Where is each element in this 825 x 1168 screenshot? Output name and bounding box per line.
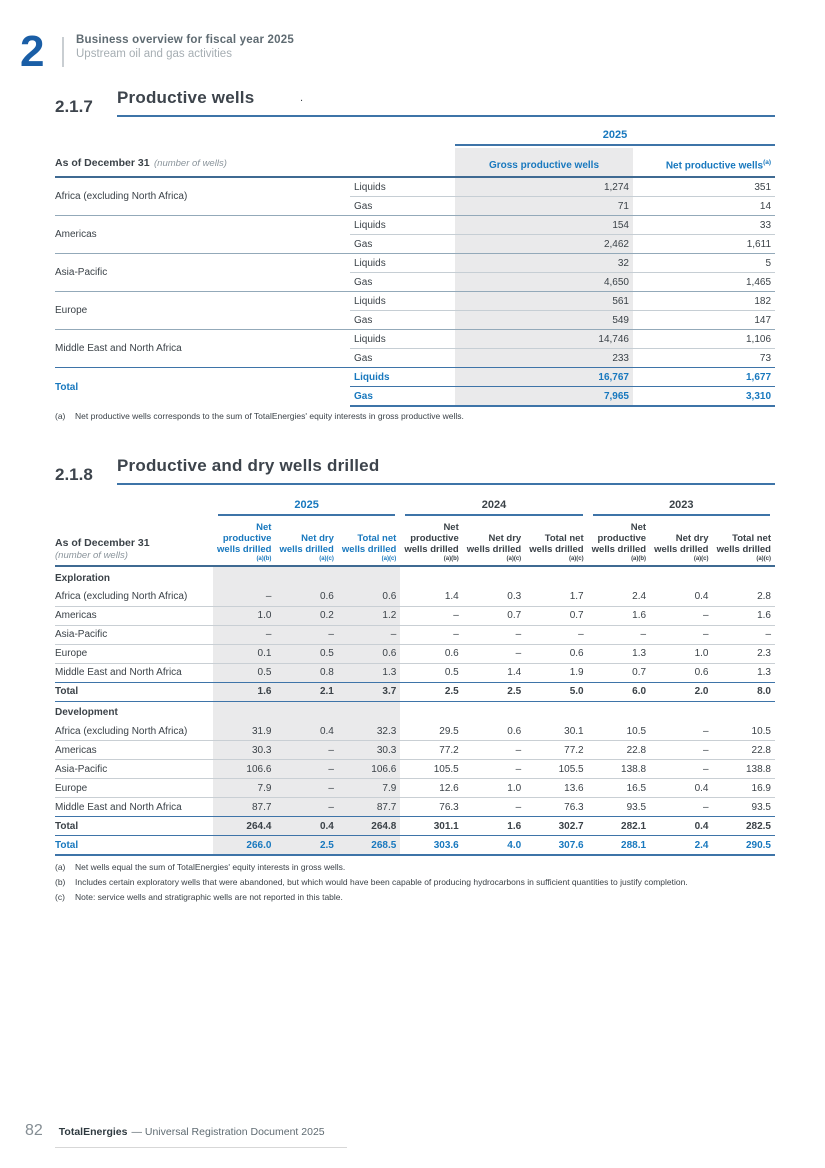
value-cell: 32.3 <box>338 722 400 741</box>
region-cell: Europe <box>55 779 213 798</box>
col-header-net-productive: Net productive wells drilled (a)(b) <box>400 518 462 566</box>
value-cell: 4.0 <box>463 836 525 856</box>
footnote-ref: (a) <box>763 158 772 166</box>
value-cell: 30.3 <box>213 741 275 760</box>
value-cell: – <box>588 625 650 644</box>
region-cell: Africa (excluding North Africa) <box>55 591 188 602</box>
value-cell: 302.7 <box>525 817 587 836</box>
value-cell: 0.6 <box>525 644 587 663</box>
region-cell: Europe <box>55 292 350 330</box>
value-cell: 6.0 <box>588 682 650 701</box>
value-cell: 5.0 <box>525 682 587 701</box>
value-cell: 3.7 <box>338 682 400 701</box>
value-cell: 22.8 <box>588 741 650 760</box>
value-cell: 0.6 <box>507 725 522 737</box>
footer-doc-title: — Universal Registration Document 2025 <box>131 1126 325 1138</box>
type-cell: Gas <box>350 235 455 254</box>
total-label-cell: Total <box>55 817 213 836</box>
section-row <box>55 701 775 722</box>
gross-cell: 233 <box>455 349 633 368</box>
chapter-number: 2 <box>20 27 45 76</box>
value-cell: 16.9 <box>713 779 776 798</box>
total-row <box>55 682 775 701</box>
net-cell: 182 <box>633 292 775 311</box>
value-cell: 282.5 <box>713 817 776 836</box>
region-cell: Middle East and North Africa <box>55 663 213 682</box>
value-cell: – <box>650 798 712 817</box>
value-cell: 0.4 <box>650 779 712 798</box>
value-cell: 2.5 <box>275 836 337 856</box>
value-cell: 1.0 <box>650 644 712 663</box>
table1-footnote: (a) Net productive wells corresponds to the sum of TotalEnergies' equity interests in gross productive wells. <box>55 411 464 421</box>
col-header-net-productive: Net productive wells drilled (a)(b) <box>213 518 275 566</box>
table-row <box>55 216 775 235</box>
value-cell: 31.9 <box>213 722 275 741</box>
header-divider <box>62 37 64 67</box>
value-cell: 76.3 <box>400 798 462 817</box>
row-header: As of December 31 <box>55 537 150 549</box>
footer-rule <box>55 1147 347 1148</box>
region-cell: Asia-Pacific <box>55 254 350 292</box>
value-cell: 106.6 <box>213 760 275 779</box>
gross-cell: 1,274 <box>455 177 633 197</box>
value-cell: 0.7 <box>525 606 587 625</box>
value-cell: – <box>713 625 776 644</box>
region-cell: Middle East and North Africa <box>55 798 213 817</box>
footnote-ref: (a)(c) <box>693 556 709 562</box>
value-cell: 30.3 <box>338 741 400 760</box>
total-label-cell: Total <box>55 836 213 856</box>
gross-cell: 561 <box>455 292 633 311</box>
region-cell: Asia-Pacific <box>55 625 213 644</box>
productive-wells-table <box>55 129 775 407</box>
value-cell: 87.7 <box>213 798 275 817</box>
type-cell: Liquids <box>350 292 455 311</box>
value-cell: 16.5 <box>588 779 650 798</box>
value-cell: 2.5 <box>463 682 525 701</box>
type-cell: Gas <box>350 197 455 216</box>
gross-cell: 7,965 <box>455 387 633 407</box>
value-cell: 93.5 <box>588 798 650 817</box>
col-header-net-dry: Net dry wells drilled (a)(c) <box>463 518 525 566</box>
table-row <box>55 779 775 798</box>
value-cell: 0.6 <box>400 644 462 663</box>
value-cell: 1.6 <box>213 682 275 701</box>
value-cell: 0.6 <box>650 663 712 682</box>
value-cell: 1.2 <box>338 606 400 625</box>
value-cell: 307.6 <box>525 836 587 856</box>
value-cell: 0.7 <box>463 606 525 625</box>
value-cell: 1.6 <box>463 817 525 836</box>
value-cell: 0.4 <box>275 722 337 741</box>
value-cell: 1.6 <box>713 606 776 625</box>
section-title: Productive and dry wells drilled <box>117 456 380 475</box>
value-cell: – <box>400 606 462 625</box>
net-cell: 14 <box>633 197 775 216</box>
section-label: Exploration <box>55 572 111 584</box>
header-titles <box>76 34 294 60</box>
table-row <box>55 177 775 197</box>
total-label-cell: Total <box>55 682 213 701</box>
region-cell: Europe <box>55 644 213 663</box>
net-wells-column-header: Net productive wells$^{(a)}$ <box>633 148 775 177</box>
section-label: Development <box>55 707 118 718</box>
value-cell: 1.7 <box>569 591 584 602</box>
value-cell: 2.5 <box>400 682 462 701</box>
type-cell: Gas <box>350 349 455 368</box>
table-row <box>55 644 775 663</box>
value-cell: 87.7 <box>338 798 400 817</box>
value-cell: 2.4 <box>632 591 647 602</box>
table-row <box>55 722 775 741</box>
region-cell: Americas <box>55 741 213 760</box>
footnote-ref: (a)(c) <box>319 556 334 562</box>
value-cell: 106.6 <box>338 760 400 779</box>
type-cell: Gas <box>350 311 455 330</box>
value-cell: 0.4 <box>694 591 709 602</box>
total-row <box>55 368 775 387</box>
net-cell: 1,611 <box>633 235 775 254</box>
value-cell: – <box>650 741 712 760</box>
footnote-ref: (a)(c) <box>381 556 397 562</box>
value-cell: – <box>213 588 275 607</box>
value-cell: 0.6 <box>338 588 400 607</box>
type-cell: Gas <box>350 273 455 292</box>
value-cell: – <box>275 779 337 798</box>
gross-cell: 16,767 <box>455 368 633 387</box>
value-cell: – <box>338 625 400 644</box>
value-cell: 0.6 <box>275 588 337 607</box>
value-cell: 77.2 <box>400 741 462 760</box>
value-cell: 0.5 <box>400 663 462 682</box>
value-cell: 0.8 <box>275 663 337 682</box>
footnote-ref: (a)(b) <box>631 556 647 562</box>
value-cell: 264.8 <box>338 817 400 836</box>
footnote-a: (a) Net wells equal the sum of TotalEnergies' equity interests in gross wells. <box>55 862 346 872</box>
value-cell: 266.0 <box>213 836 275 856</box>
table-row <box>55 588 775 607</box>
value-cell: 303.6 <box>400 836 462 856</box>
gross-wells-column-header: Gross productive wells <box>455 148 633 177</box>
value-cell: 76.3 <box>525 798 587 817</box>
value-cell: 0.4 <box>275 817 337 836</box>
value-cell: – <box>400 625 462 644</box>
col-header-total-net: Total net wells drilled (a)(c) <box>713 518 776 566</box>
value-cell: 0.4 <box>650 817 712 836</box>
chapter-title: Business overview for fiscal year 2025 <box>76 34 294 46</box>
table-row <box>55 606 775 625</box>
value-cell: 105.5 <box>400 760 462 779</box>
value-cell: – <box>463 644 525 663</box>
value-cell: 301.1 <box>400 817 462 836</box>
value-cell: 0.5 <box>275 644 337 663</box>
value-cell: – <box>463 625 525 644</box>
value-cell: 29.5 <box>439 725 459 737</box>
net-cell: 33 <box>633 216 775 235</box>
value-cell: – <box>463 741 525 760</box>
col-header-net-dry: Net dry wells drilled (a)(c) <box>650 518 712 566</box>
gross-cell: 14,746 <box>455 330 633 349</box>
year-2025-header: 2025 <box>455 129 775 146</box>
value-cell: 288.1 <box>588 836 650 856</box>
column-header-row <box>55 148 775 177</box>
value-cell: 264.4 <box>213 817 275 836</box>
table-row <box>55 760 775 779</box>
page-footer <box>25 1122 325 1140</box>
type-cell: Liquids <box>350 330 455 349</box>
section-title: Productive wells <box>117 88 255 107</box>
grand-total-row <box>55 836 775 856</box>
stray-dot: . <box>300 92 304 104</box>
value-cell: 2.8 <box>757 591 771 602</box>
value-cell: – <box>275 741 337 760</box>
net-cell: 351 <box>633 177 775 197</box>
value-cell: 2.0 <box>650 682 712 701</box>
table-row <box>55 663 775 682</box>
value-cell: 10.5 <box>751 725 771 737</box>
year-2023-header: 2023 <box>593 499 770 516</box>
value-cell: – <box>525 625 587 644</box>
row-header-note: (number of wells) <box>154 158 227 169</box>
col-header-total-net: Total net wells drilled (a)(c) <box>338 518 400 566</box>
value-cell: 268.5 <box>338 836 400 856</box>
value-cell: 13.6 <box>525 779 587 798</box>
col-header-total-net: Total net wells drilled (a)(c) <box>525 518 587 566</box>
footnote-ref: (a)(c) <box>506 556 522 562</box>
section-number: 2.1.8 <box>55 465 93 484</box>
value-cell: 0.5 <box>213 663 275 682</box>
type-cell: Liquids <box>350 177 455 197</box>
value-cell: – <box>275 625 337 644</box>
region-cell: Africa (excluding North Africa) <box>55 177 350 216</box>
net-cell: 1,677 <box>633 368 775 387</box>
total-row <box>55 817 775 836</box>
net-cell: 1,106 <box>633 330 775 349</box>
value-cell: – <box>650 606 712 625</box>
value-cell: 1.6 <box>588 606 650 625</box>
value-cell: – <box>275 798 337 817</box>
value-cell: 0.3 <box>507 591 522 602</box>
value-cell: 1.3 <box>338 663 400 682</box>
row-header: As of December 31 <box>55 157 150 169</box>
footer-brand: TotalEnergies <box>58 1126 128 1138</box>
table-row <box>55 741 775 760</box>
type-cell: Liquids <box>350 368 455 387</box>
value-cell: 1.9 <box>525 663 587 682</box>
type-cell: Liquids <box>350 254 455 273</box>
gross-cell: 32 <box>455 254 633 273</box>
type-cell: Liquids <box>350 216 455 235</box>
value-cell: 0.6 <box>338 644 400 663</box>
value-cell: 7.9 <box>338 779 400 798</box>
footnote-ref: (a)(c) <box>756 556 771 562</box>
footnote-ref: (a)(b) <box>443 556 459 562</box>
value-cell: 290.5 <box>713 836 776 856</box>
table-row <box>55 330 775 349</box>
value-cell: – <box>650 760 712 779</box>
table-row <box>55 254 775 273</box>
net-cell: 3,310 <box>633 387 775 407</box>
section-heading-wells-drilled <box>55 456 775 485</box>
net-cell: 147 <box>633 311 775 330</box>
gross-cell: 71 <box>455 197 633 216</box>
footnote-c: (c) Note: service wells and stratigraphic wells are not reported in this table. <box>55 892 343 902</box>
region-cell: Africa (excluding North Africa) <box>55 725 188 737</box>
value-cell: 30.1 <box>564 725 584 737</box>
col-header-net-productive: Net productive wells drilled (a)(b) <box>588 518 650 566</box>
value-cell: 1.0 <box>213 606 275 625</box>
value-cell: 1.0 <box>463 779 525 798</box>
net-cell: 73 <box>633 349 775 368</box>
value-cell: – <box>463 760 525 779</box>
value-cell: 77.2 <box>525 741 587 760</box>
value-cell: 22.8 <box>713 741 776 760</box>
year-2025-header: 2025 <box>218 499 395 516</box>
value-cell: 105.5 <box>525 760 587 779</box>
year-header-row <box>55 499 775 518</box>
value-cell: 1.3 <box>588 644 650 663</box>
value-cell: – <box>213 625 275 644</box>
gross-cell: 4,650 <box>455 273 633 292</box>
value-cell: 7.9 <box>213 779 275 798</box>
value-cell: 1.3 <box>713 663 776 682</box>
value-cell: – <box>275 760 337 779</box>
footnote-ref: (a)(b) <box>256 556 272 562</box>
gross-cell: 154 <box>455 216 633 235</box>
value-cell: 138.8 <box>588 760 650 779</box>
value-cell: 2.4 <box>650 836 712 856</box>
table2-footnotes <box>55 862 775 903</box>
region-cell: Asia-Pacific <box>55 760 213 779</box>
page-header <box>0 0 825 76</box>
table-row <box>55 798 775 817</box>
chapter-subtitle: Upstream oil and gas activities <box>76 48 232 60</box>
value-cell: 0.1 <box>213 644 275 663</box>
value-cell: – <box>702 725 709 737</box>
type-cell: Gas <box>350 387 455 407</box>
gross-cell: 2,462 <box>455 235 633 254</box>
value-cell: 2.3 <box>713 644 776 663</box>
value-cell: 0.2 <box>275 606 337 625</box>
total-label-cell: Total <box>55 368 350 407</box>
region-cell: Americas <box>55 606 213 625</box>
value-cell: 8.0 <box>713 682 776 701</box>
footnote-ref: (a)(c) <box>568 556 584 562</box>
year-header-row <box>55 129 775 148</box>
column-header-row <box>55 518 775 566</box>
section-heading-productive-wells <box>55 88 775 117</box>
value-cell: 138.8 <box>713 760 776 779</box>
page-content <box>0 88 825 903</box>
value-cell: 1.4 <box>444 591 459 602</box>
footnote-b: (b) Includes certain exploratory wells that were abandoned, but which would have been capable of producing hydrocarbons in sufficient quantities to justify completion. <box>55 877 688 887</box>
value-cell: 10.5 <box>626 725 647 737</box>
net-cell: 5 <box>633 254 775 273</box>
row-header-note: (number of wells) <box>55 550 128 561</box>
value-cell: 1.4 <box>463 663 525 682</box>
value-cell: 12.6 <box>400 779 462 798</box>
value-cell: 2.1 <box>275 682 337 701</box>
value-cell: 0.7 <box>588 663 650 682</box>
region-cell: Middle East and North Africa <box>55 330 350 368</box>
table-row <box>55 292 775 311</box>
page-number: 82 <box>25 1122 43 1139</box>
region-cell: Americas <box>55 216 350 254</box>
table-row <box>55 625 775 644</box>
year-2024-header: 2024 <box>405 499 582 516</box>
gross-cell: 549 <box>455 311 633 330</box>
value-cell: 282.1 <box>588 817 650 836</box>
value-cell: – <box>650 625 712 644</box>
col-header-net-dry: Net dry wells drilled (a)(c) <box>275 518 337 566</box>
wells-drilled-table <box>55 499 775 856</box>
section-row <box>55 566 775 588</box>
value-cell: – <box>463 798 525 817</box>
value-cell: 93.5 <box>713 798 776 817</box>
net-cell: 1,465 <box>633 273 775 292</box>
section-number: 2.1.7 <box>55 97 93 116</box>
